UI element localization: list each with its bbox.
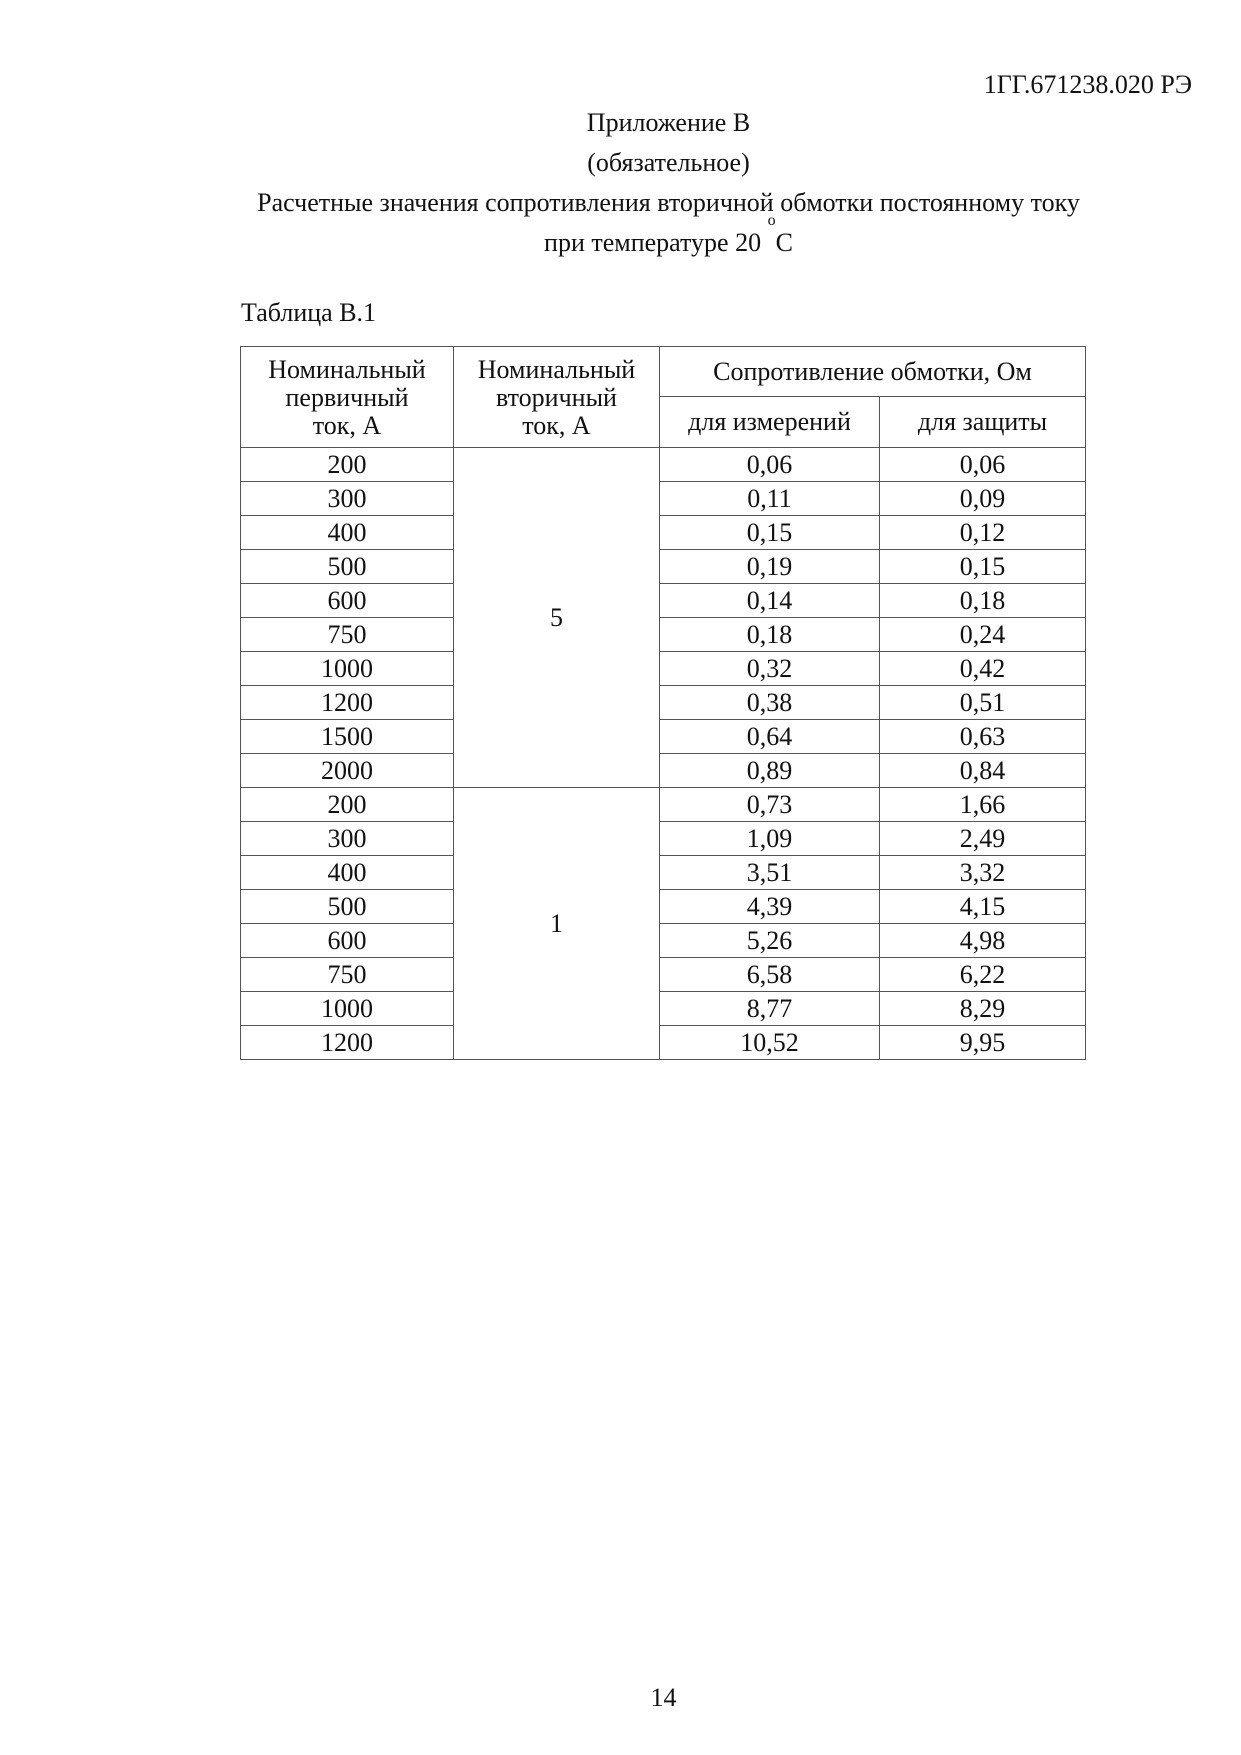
primary-current-cell: 750	[241, 618, 454, 652]
page-number-text: 14	[650, 1683, 677, 1712]
primary-current-cell: 750	[241, 958, 454, 992]
primary-current-cell: 300	[241, 822, 454, 856]
measurement-resistance-cell: 0,89	[660, 754, 880, 788]
appendix-subject-line-2	[48, 212, 1241, 261]
table-body	[241, 448, 1086, 1060]
header-primary-current-text: Номинальный первичный ток, А	[268, 355, 426, 440]
measurement-resistance-cell: 0,18	[660, 618, 880, 652]
protection-resistance-cell: 0,06	[880, 448, 1086, 482]
table-row	[241, 482, 1086, 516]
measurement-resistance-cell: 0,19	[660, 550, 880, 584]
primary-current-cell: 400	[241, 856, 454, 890]
primary-current-cell: 600	[241, 924, 454, 958]
appendix-title: Приложение В	[586, 108, 751, 137]
document-code: 1ГГ.671238.020 РЭ	[983, 70, 1192, 99]
primary-current-cell: 200	[241, 448, 454, 482]
protection-resistance-cell: 0,09	[880, 482, 1086, 516]
protection-resistance-cell: 0,12	[880, 516, 1086, 550]
measurement-resistance-cell: 3,51	[660, 856, 880, 890]
table-row	[241, 448, 1086, 482]
appendix-subject-line-1: Расчетные значения сопротивления вторичной обмотки постоянному току	[257, 188, 1080, 217]
protection-resistance-cell: 4,98	[880, 924, 1086, 958]
secondary-current-cell: 1	[454, 788, 660, 1060]
table-row	[241, 958, 1086, 992]
table-header	[241, 347, 1086, 448]
header-primary-current	[241, 347, 454, 448]
protection-resistance-cell: 2,49	[880, 822, 1086, 856]
table-row	[241, 1026, 1086, 1060]
primary-current-cell: 1500	[241, 720, 454, 754]
measurement-resistance-cell: 0,64	[660, 720, 880, 754]
measurement-resistance-cell: 0,14	[660, 584, 880, 618]
measurement-resistance-cell: 0,11	[660, 482, 880, 516]
table-row	[241, 516, 1086, 550]
page-number	[0, 1683, 1241, 1713]
primary-current-cell: 600	[241, 584, 454, 618]
protection-resistance-cell: 0,18	[880, 584, 1086, 618]
header-secondary-current	[454, 347, 660, 448]
table-row	[241, 550, 1086, 584]
measurement-resistance-cell: 4,39	[660, 890, 880, 924]
header-for-protection: для защиты	[880, 397, 1086, 448]
header-row-1	[241, 347, 1086, 397]
header-secondary-current-text: Номинальный вторичный ток, А	[477, 355, 636, 440]
table-row	[241, 652, 1086, 686]
protection-resistance-cell: 0,42	[880, 652, 1086, 686]
header-for-measurement: для измерений	[660, 397, 880, 448]
measurement-resistance-cell: 6,58	[660, 958, 880, 992]
protection-resistance-cell: 9,95	[880, 1026, 1086, 1060]
primary-current-cell: 300	[241, 482, 454, 516]
table-row	[241, 754, 1086, 788]
primary-current-cell: 500	[241, 890, 454, 924]
temperature-prefix: при температуре 20	[544, 228, 768, 257]
table-row	[241, 924, 1086, 958]
primary-current-cell: 1200	[241, 1026, 454, 1060]
protection-resistance-cell: 0,84	[880, 754, 1086, 788]
protection-resistance-cell: 4,15	[880, 890, 1086, 924]
primary-current-cell: 1000	[241, 652, 454, 686]
resistance-table	[240, 346, 1086, 1060]
table-row	[241, 584, 1086, 618]
table-row	[241, 686, 1086, 720]
measurement-resistance-cell: 0,32	[660, 652, 880, 686]
primary-current-cell: 1000	[241, 992, 454, 1026]
protection-resistance-cell: 0,63	[880, 720, 1086, 754]
protection-resistance-cell: 0,15	[880, 550, 1086, 584]
measurement-resistance-cell: 0,15	[660, 516, 880, 550]
temperature-unit: С	[775, 228, 793, 257]
table-row	[241, 822, 1086, 856]
protection-resistance-cell: 8,29	[880, 992, 1086, 1026]
header-resistance: Сопротивление обмотки, Ом	[660, 347, 1086, 397]
table-row	[241, 720, 1086, 754]
primary-current-cell: 1200	[241, 686, 454, 720]
measurement-resistance-cell: 0,73	[660, 788, 880, 822]
table-row	[241, 856, 1086, 890]
protection-resistance-cell: 6,22	[880, 958, 1086, 992]
measurement-resistance-cell: 10,52	[660, 1026, 880, 1060]
measurement-resistance-cell: 0,06	[660, 448, 880, 482]
primary-current-cell: 400	[241, 516, 454, 550]
degree-sign: o	[767, 212, 776, 229]
appendix-status: (обязательное)	[587, 148, 750, 177]
measurement-resistance-cell: 8,77	[660, 992, 880, 1026]
protection-resistance-cell: 0,51	[880, 686, 1086, 720]
protection-resistance-cell: 0,24	[880, 618, 1086, 652]
table-row	[241, 992, 1086, 1026]
protection-resistance-cell: 1,66	[880, 788, 1086, 822]
primary-current-cell: 2000	[241, 754, 454, 788]
primary-current-cell: 200	[241, 788, 454, 822]
secondary-current-cell: 5	[454, 448, 660, 788]
measurement-resistance-cell: 1,09	[660, 822, 880, 856]
table-caption: Таблица В.1	[241, 298, 377, 327]
primary-current-cell: 500	[241, 550, 454, 584]
table-row	[241, 618, 1086, 652]
protection-resistance-cell: 3,32	[880, 856, 1086, 890]
table-row	[241, 890, 1086, 924]
measurement-resistance-cell: 0,38	[660, 686, 880, 720]
table-row	[241, 788, 1086, 822]
measurement-resistance-cell: 5,26	[660, 924, 880, 958]
